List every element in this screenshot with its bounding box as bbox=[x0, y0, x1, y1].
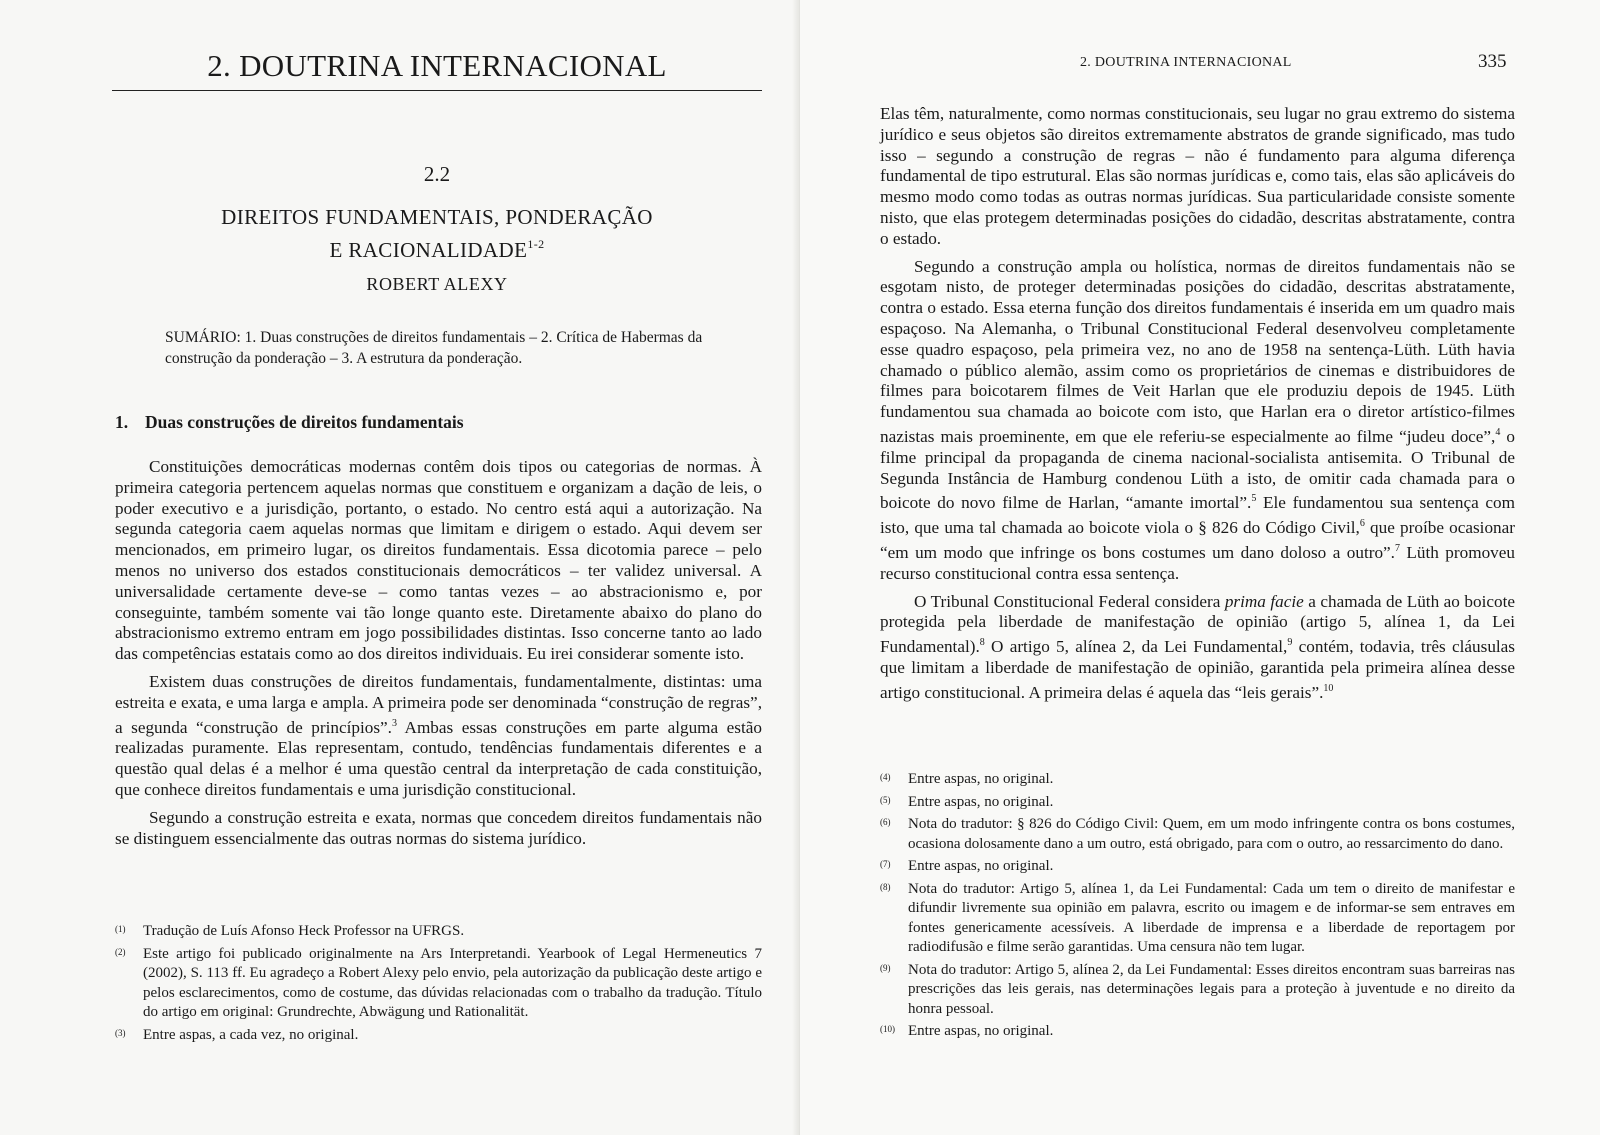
running-head: 2. DOUTRINA INTERNACIONAL bbox=[1080, 55, 1292, 70]
footnote bbox=[880, 880, 1515, 958]
footnote-ref: 9 bbox=[1287, 637, 1293, 649]
footnote bbox=[115, 945, 762, 1023]
right-body-text bbox=[880, 104, 1515, 711]
footnote-text: Este artigo foi publicado originalmente na Ars Interpretandi. Yearbook of Legal Hermeneutics 7 (2002), S. 113 ff. Eu agradeço a Robert Alexy pelo envio, pela autorização da publicação deste artigo e pelos esclarecimentos, como de costume, das dúvidas relacionadas com o trabalho da tradução. Título do artigo em original: Grundrechte, Abwägung und Rationalität. bbox=[143, 945, 762, 1020]
footnote-text: Nota do tradutor: Artigo 5, alínea 2, da Lei Fundamental: Esses direitos encontram suas barreiras nas prescrições das leis gerais, nas determinações legais para a proteção à juventude e no direito da honra pessoal. bbox=[908, 961, 1515, 1017]
footnote-ref: 10 bbox=[1323, 682, 1334, 694]
author-name: ROBERT ALEXY bbox=[366, 274, 508, 294]
section-number: 2.2 bbox=[423, 162, 451, 186]
footnote-marker: (5) bbox=[880, 794, 891, 805]
text-run: O Tribunal Constitucional Federal considera bbox=[914, 591, 1225, 611]
footnote-text: Tradução de Luís Afonso Heck Professor na UFRGS. bbox=[143, 923, 465, 939]
footnote bbox=[880, 857, 1515, 877]
footnote bbox=[880, 815, 1515, 854]
footnote bbox=[880, 770, 1515, 790]
text-run: O artigo 5, alínea 2, da Lei Fundamental, bbox=[984, 637, 1288, 657]
footnote-marker: (7) bbox=[880, 859, 891, 869]
footnote-text: Entre aspas, a cada vez, no original. bbox=[143, 1026, 359, 1043]
article-title-footnote-ref: 1-2 bbox=[527, 237, 545, 251]
text-run: a chamada de Lüth ao boicote protegida pela liberdade de manifestação de opinião (artigo 5, alínea 1, da Lei Fundamental). bbox=[880, 591, 1515, 657]
page-number: 335 bbox=[1478, 51, 1507, 72]
section-heading-number: 1. bbox=[115, 412, 129, 432]
paragraph bbox=[880, 257, 1515, 585]
left-body-text bbox=[115, 457, 762, 856]
chapter-title: 2. DOUTRINA INTERNACIONAL bbox=[207, 48, 667, 83]
footnote-ref: 3 bbox=[391, 717, 397, 729]
footnote-text: Entre aspas, no original. bbox=[908, 1023, 1054, 1039]
chapter-title-rule bbox=[112, 90, 762, 91]
text-run: que proíbe ocasionar “em um modo que infringe os bons costumes um dano doloso a outro”. bbox=[880, 518, 1515, 562]
text-run: contém, todavia, três cláusulas que limitam a liberdade de manifestação de opinião, garantida pela primeira alínea desse artigo constitucional. A primeira delas é aquela das “leis gerais”. bbox=[880, 637, 1516, 702]
text-run: Segundo a construção ampla ou holística, normas de direitos fundamentais não se esgotam nisto, de proteger determinadas posições do cidadão, descritas abstratamente, contra o estado. Essa eterna função dos direitos fundamentais é inserida em um quadro mais espaçoso. Na Alemanha, o Tribunal Constitucional Federal desenvolveu completamente esse quadro espaçoso, pela primeira vez, no ano de 1958 na sentença-Lüth. Lüth havia chamado o público alemão, assim como os proprietários de cinemas e distribuidores de filmes para boicotarem filmes de Veit Harlan que ele produziu depois de 1945. Lüth fundamentou sua chamada ao boicote com isto, que Harlan era o diretor artístico-filmes nazistas mais proeminente, em que ele referiu-se especialmente ao filme “judeu doce”, bbox=[880, 256, 1515, 446]
footnote bbox=[880, 961, 1515, 1020]
footnote bbox=[880, 793, 1515, 813]
left-footnotes bbox=[115, 922, 762, 1048]
right-footnotes bbox=[880, 770, 1515, 1045]
summary: SUMÁRIO: 1. Duas construções de direitos fundamentais – 2. Crítica de Habermas da construção da ponderação – 3. A estrutura da ponderação. bbox=[165, 329, 703, 367]
footnote-marker: (6) bbox=[880, 817, 891, 827]
section-heading bbox=[115, 412, 755, 433]
text-run: Existem duas construções de direitos fundamentais, fundamentalmente, distintas: uma estreita e exata, e uma larga e ampla. A primeira pode ser denominada “construção de regras”, a segunda “construção de princípios”. bbox=[115, 671, 762, 737]
footnote-text: Entre aspas, no original. bbox=[908, 858, 1054, 874]
footnote-ref: 8 bbox=[979, 637, 985, 649]
footnote-marker: (4) bbox=[880, 772, 891, 782]
footnote-text: Entre aspas, no original. bbox=[908, 793, 1054, 810]
article-title-line1: DIREITOS FUNDAMENTAIS, PONDERAÇÃO bbox=[221, 205, 653, 229]
footnote-marker: (10) bbox=[880, 1024, 895, 1034]
paragraph: Elas têm, naturalmente, como normas constitucionais, seu lugar no grau extremo do sistema jurídico e seus objetos são direitos extremamente abstratos de grande significado, mas tudo isso – segundo a construção de regras – não é fundamento para alguma diferença fundamental de tipo estrutural. Elas são normas jurídicas e, como tais, elas são aplicáveis do mesmo modo como todas as outras normas jurídicas. Sua particularidade consiste somente nisto, que elas protegem determinadas posições do cidadão, descritas abstratamente, contra o estado. bbox=[880, 104, 1515, 248]
article-title bbox=[150, 204, 724, 264]
paragraph bbox=[115, 672, 762, 801]
footnote-text: Nota do tradutor: § 826 do Código Civil: Quem, em um modo infringente contra os bons costumes, ocasiona dolosamente dano a um outro, está obrigado, para com o outro, ao ressarcimento do dano. bbox=[908, 816, 1515, 852]
footnote-text: Nota do tradutor: Artigo 5, alínea 1, da Lei Fundamental: Cada um tem o direito de manifestar e difundir livremente sua opinião em palavra, escrito ou imagem e de informar-se sem entraves em fontes genericamente acessíveis. A liberdade de imprensa e a liberdade de reportagem por radiodifusão e filme serão garantidas. Uma censura não tem lugar. bbox=[908, 880, 1515, 955]
section-heading-text: Duas construções de direitos fundamentais bbox=[145, 412, 464, 432]
text-run: Ambas essas construções em parte alguma estão realizadas puramente. Elas representam, contudo, tendências fundamentais diferentes e a questão qual delas é a melhor é uma questão central da interpretação de cada constituição, que conhece direitos fundamentais e uma jurisdição constitucional. bbox=[115, 717, 762, 799]
paragraph: Constituições democráticas modernas contêm dois tipos ou categorias de normas. À primeira categoria pertencem aquelas normas que constituem e organizam a dação de leis, o poder executivo e a jurisdição, portanto, o estado. No centro está aqui a autorização. Na segunda categoria caem aquelas normas que limitam e dirigem o estado. Aqui devem ser mencionados, em primeiro lugar, os direitos fundamentais. Essa dicotomia parece – pelo menos no universo dos estados constitucionais democráticos – ter validez universal. A universalidade certamente deve-se – como tantas vezes – ao abstracionismo e, por conseguinte, também somente vai tão longe quanto este. Diretamente abaixo do plano do abstracionismo extremo entram em jogo possibilidades distintas. Isso concerne tanto ao lado das competências estatais como ao dos direitos individuais. Eu irei considerar somente isto. bbox=[115, 457, 762, 664]
footnote-ref: 5 bbox=[1251, 493, 1257, 505]
paragraph: Segundo a construção estreita e exata, normas que concedem direitos fundamentais não se distinguem essencialmente das outras normas do sistema jurídico. bbox=[115, 807, 762, 848]
paragraph bbox=[880, 592, 1515, 704]
footnote-marker: (9) bbox=[880, 962, 891, 973]
text-run: Lüth promoveu recurso constitucional contra essa sentença. bbox=[880, 542, 1515, 583]
footnote-marker: (2) bbox=[115, 946, 126, 957]
footnote-marker: (1) bbox=[115, 924, 126, 934]
footnote-marker: (3) bbox=[115, 1027, 126, 1038]
footnote-ref: 6 bbox=[1359, 518, 1365, 530]
footnote-ref: 7 bbox=[1394, 542, 1400, 554]
text-run: Ele fundamentou sua sentença com isto, que uma tal chamada ao boicote viola o § 826 do Código Civil, bbox=[880, 493, 1515, 538]
text-run: o filme principal da propaganda de cinema nacional-socialista antisemita. O Tribunal de Segunda Instância de Hamburg condenou Lüth a isto, de omitir cada chamada para o boicote do novo filme de Harlan, “amante imortal”. bbox=[880, 426, 1516, 513]
footnote-marker: (8) bbox=[880, 881, 891, 892]
footnote-text: Entre aspas, no original. bbox=[908, 771, 1054, 787]
footnote bbox=[115, 1026, 762, 1046]
footnote-ref: 4 bbox=[1495, 426, 1501, 438]
footnote bbox=[115, 922, 762, 942]
footnote bbox=[880, 1022, 1515, 1042]
italic-term: prima facie bbox=[1224, 591, 1304, 611]
article-title-line2: E RACIONALIDADE bbox=[329, 238, 528, 262]
